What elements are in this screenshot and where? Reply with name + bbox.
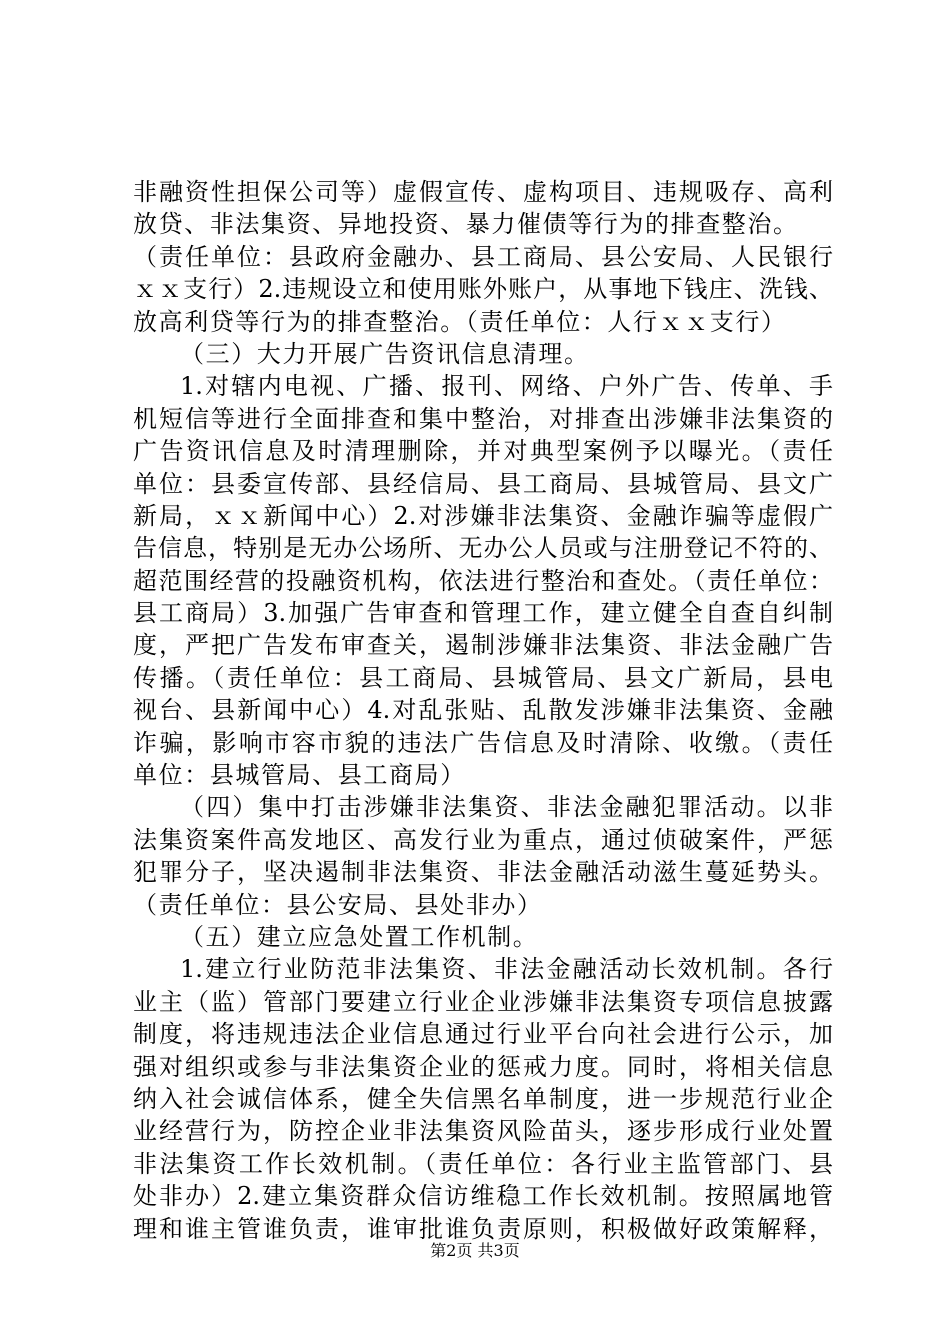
text-line: （责任单位：县公安局、县处非办） [133,890,543,919]
text-line: 诈骗，影响市容市貌的违法广告信息及时清除、收缴。（责任 [133,728,833,757]
text-line: 传播。（责任单位：县工商局、县城管局、县文广新局，县电 [133,663,833,692]
text-line: 非法集资工作长效机制。（责任单位：各行业主监管部门、县 [133,1149,833,1178]
text-line: 放高利贷等行为的排查整治。（责任单位：人行ｘｘ支行） [133,307,787,336]
text-line: 视台、县新闻中心）4.对乱张贴、乱散发涉嫌非法集资、金融 [133,696,833,725]
text-line: 强对组织或参与非法集资企业的惩戒力度。同时，将相关信息 [133,1052,833,1081]
text-line: 单位：县委宣传部、县经信局、县工商局、县城管局、县文广 [133,469,833,498]
text-line: 县工商局）3.加强广告审查和管理工作，建立健全自查自纠制 [133,599,833,628]
text-line: （责任单位：县政府金融办、县工商局、县公安局、人民银行 [133,242,833,271]
text-line: 单位：县城管局、县工商局） [133,761,466,790]
text-line: 犯罪分子，坚决遏制非法集资、非法金融活动滋生蔓延势头。 [133,858,833,887]
document-body [133,176,833,1245]
text-line: 广告资讯信息及时清理删除，并对典型案例予以曝光。（责任 [133,437,833,466]
text-line: 业经营行为，防控企业非法集资风险苗头，逐步形成行业处置 [133,1117,833,1146]
text-line: 放贷、非法集资、异地投资、暴力催债等行为的排查整治。 [133,210,799,239]
text-line: 理和谁主管谁负责，谁审批谁负责原则，积极做好政策解释， [133,1214,833,1243]
text-line: 度，严把广告发布审查关，遏制涉嫌非法集资、非法金融广告 [133,631,833,660]
text-line: 新局，ｘｘ新闻中心）2.对涉嫌非法集资、金融诈骗等虚假广 [133,501,833,530]
text-line: 超范围经营的投融资机构，依法进行整治和查处。（责任单位： [133,566,833,595]
section-heading: （四）集中打击涉嫌非法集资、非法金融犯罪活动。以非 [180,793,833,822]
section-heading: （五）建立应急处置工作机制。 [180,922,539,951]
text-line: 1.建立行业防范非法集资、非法金融活动长效机制。各行 [180,955,833,984]
text-line: 纳入社会诚信体系，健全失信黑名单制度，进一步规范行业企 [133,1084,833,1113]
text-line: ｘｘ支行）2.违规设立和使用账外账户，从事地下钱庄、洗钱、 [133,275,833,304]
text-line: 机短信等进行全面排查和集中整治，对排查出涉嫌非法集资的 [133,404,833,433]
page-footer: 第2页 共3页 [430,1241,520,1260]
text-line: 处非办）2.建立集资群众信访维稳工作长效机制。按照属地管 [133,1182,833,1211]
text-line: 制度，将违规违法企业信息通过行业平台向社会进行公示，加 [133,1020,833,1049]
section-heading: （三）大力开展广告资讯信息清理。 [180,339,590,368]
text-line: 告信息，特别是无办公场所、无办公人员或与注册登记不符的、 [133,534,833,563]
text-line: 1.对辖内电视、广播、报刊、网络、户外广告、传单、手 [180,372,833,401]
text-line: 业主（监）管部门要建立行业企业涉嫌非法集资专项信息披露 [133,987,833,1016]
text-line: 法集资案件高发地区、高发行业为重点，通过侦破案件，严惩 [133,825,833,854]
text-line: 非融资性担保公司等）虚假宣传、虚构项目、违规吸存、高利 [133,178,833,206]
